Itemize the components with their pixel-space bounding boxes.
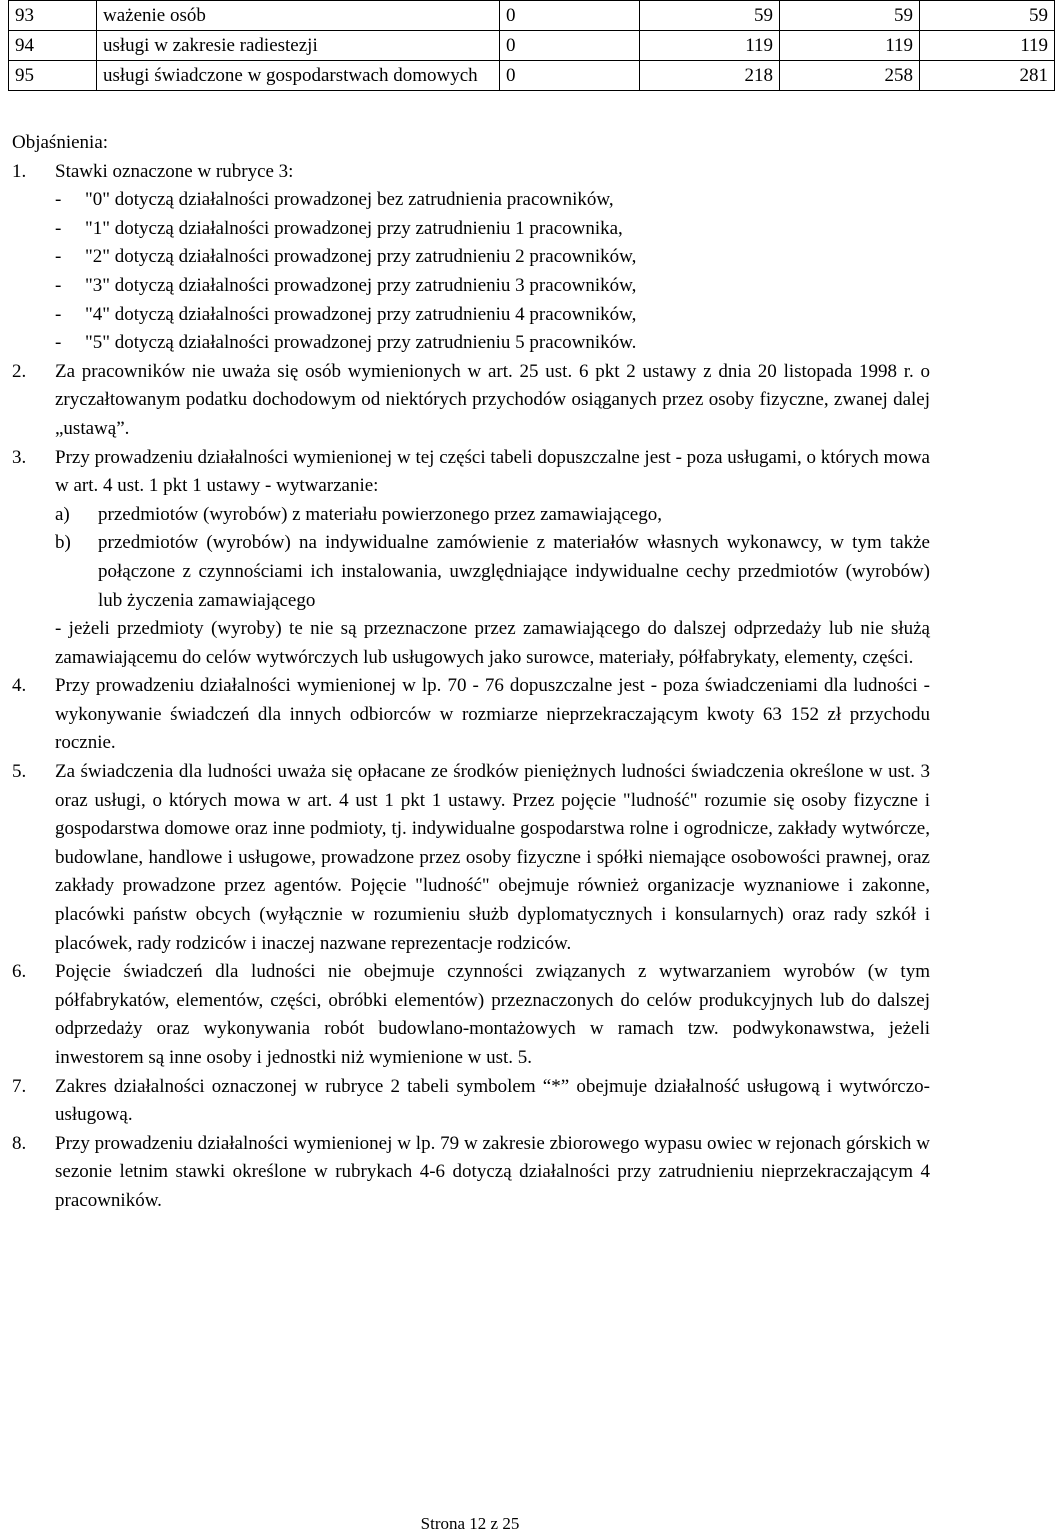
sub-item-a: a) przedmiotów (wyrobów) z materiału powierzonego przez zamawiającego, (55, 503, 662, 525)
rate-2: 119 (780, 31, 920, 61)
note-number: 4. (12, 675, 27, 697)
note-8-text: Przy prowadzeniu działalności wymienionej w lp. 79 w zakresie zbiorowego wypasu owiec w rejonach górskich w sezonie letnim stawki określone w rubrykach 4-6 dotyczą działalności przy zatrudnieniu nieprzekraczającym 4 pracowników. (55, 1132, 930, 1211)
note-5-text: Za świadczenia dla ludności uważa się opłacane ze środków pieniężnych ludności świadczenia określone w ust. 3 oraz usługi, o których mowa w art. 4 ust 1 pkt 1 ustawy. Przez pojęcie "ludność" rozumie się osoby fizyczne i gospodarstwa domowe oraz inne podmioty, tj. indywidualne gospodarstwa rolne i ogrodnicze, zakłady wytwórcze, budowlane, handlowe i usługowe, prowadzone przez osoby fizyczne i spółki niemające osobowości prawnej, oraz zakłady prowadzone przez agentów. Pojęcie "ludność" obejmuje również organizacje wyznaniowe i zakonne, placówki państw obcych (wyłącznie w rozumieniu służb dyplomatycznych i konsularnych) oraz rady szkół i placówek, rady rodziców i inaczej nazwane reprezentacje rodziców. (55, 761, 930, 954)
rate-3: 59 (920, 1, 1055, 31)
table-row (9, 31, 1055, 61)
row-activity: usługi w zakresie radiestezji (97, 31, 500, 61)
rate-2: 59 (780, 1, 920, 31)
table-row (9, 61, 1055, 91)
rate-1: 59 (640, 1, 780, 31)
dash-item: - "3" dotyczą działalności prowadzonej przy zatrudnieniu 3 pracowników, (55, 274, 637, 296)
rate-1: 119 (640, 31, 780, 61)
table-row (9, 1, 1055, 31)
rate-1: 218 (640, 61, 780, 91)
row-number: 95 (9, 61, 97, 91)
note-3-tail: - jeżeli przedmioty (wyroby) te nie są przeznaczone przez zamawiającego do dalszej odprzedaży lub nie służą zamawiającemu do celów wytwórczych lub usługowych jako surowce, materiały, półfabrykaty, elementy, części. (55, 618, 930, 668)
explanations-title: Objaśnienia: (12, 132, 109, 153)
rate-0: 0 (500, 31, 640, 61)
sub-item-b: b) przedmiotów (wyrobów) na indywidualne zamówienie z materiałów własnych wykonawcy, w tym także połączone z czynnościami ich instalowania, uwzględniające indywidualne cechy przedmiotów (wyrobów) lub życzenia zamawiającego (55, 532, 930, 611)
note-number: 3. (12, 446, 27, 468)
dash-item: - "5" dotyczą działalności prowadzonej przy zatrudnieniu 5 pracowników. (55, 332, 637, 354)
note-6 (12, 958, 930, 1072)
note-3-text: Przy prowadzeniu działalności wymienionej w tej części tabeli dopuszczalne jest - poza usługami, o których mowa w art. 4 ust. 1 pkt 1 ustawy - wytwarzanie: (55, 446, 930, 497)
note-7 (12, 1073, 930, 1130)
row-number: 93 (9, 1, 97, 31)
rate-0: 0 (500, 61, 640, 91)
rates-table (8, 0, 1055, 91)
row-activity: usługi świadczone w gospodarstwach domowych (97, 61, 500, 91)
note-2-text: Za pracowników nie uważa się osób wymienionych w art. 25 ust. 6 pkt 2 ustawy z dnia 20 listopada 1998 r. o zryczałtowanym podatku dochodowym od niektórych przychodów osiąganych przez osoby fizyczne, zwanej dalej „ustawą”. (55, 360, 930, 439)
rate-2: 258 (780, 61, 920, 91)
note-5 (12, 758, 930, 958)
dash-item: - "2" dotyczą działalności prowadzonej przy zatrudnieniu 2 pracowników, (55, 246, 637, 268)
note-6-text: Pojęcie świadczeń dla ludności nie obejmuje czynności związanych z wytwarzaniem wyrobów (w tym półfabrykatów, elementów, części, obróbki elementów) przeznaczonych do celów produkcyjnych lub do dalszej odprzedaży oraz wykonywania robót budowlano-montażowych w ramach tzw. podwykonawstwa, jeżeli inwestorem są inne osoby i jednostki niż wymienione w ust. 5. (55, 961, 930, 1068)
note-4 (12, 672, 930, 758)
rate-3: 281 (920, 61, 1055, 91)
note-8 (12, 1130, 930, 1216)
note-number: 1. (12, 160, 27, 182)
note-1 (12, 158, 930, 358)
row-activity: ważenie osób (97, 1, 500, 31)
note-number: 5. (12, 761, 27, 783)
rate-3: 119 (920, 31, 1055, 61)
rate-0: 0 (500, 1, 640, 31)
note-4-text: Przy prowadzeniu działalności wymienionej w lp. 70 - 76 dopuszczalne jest - poza świadczeniami dla ludności - wykonywanie świadczeń dla innych odbiorców w rozmiarze nieprzekraczającym kwoty 63 152 zł przychodu rocznie. (55, 675, 930, 754)
note-3 (12, 444, 930, 673)
note-2 (12, 358, 930, 444)
note-7-text: Zakres działalności oznaczonej w rubryce 2 tabeli symbolem “*” obejmuje działalność usługową i wytwórczo-usługową. (55, 1075, 930, 1126)
page-number: Strona 12 z 25 (420, 1514, 520, 1533)
note-number: 6. (12, 961, 27, 983)
explanations (12, 129, 930, 1216)
dash-item: - "1" dotyczą działalności prowadzonej przy zatrudnieniu 1 pracownika, (55, 217, 623, 239)
dash-item: - "4" dotyczą działalności prowadzonej przy zatrudnieniu 4 pracowników, (55, 303, 637, 325)
dash-item: - "0" dotyczą działalności prowadzonej bez zatrudnienia pracowników, (55, 189, 614, 211)
note-1-intro: Stawki oznaczone w rubryce 3: (55, 160, 294, 182)
note-number: 2. (12, 360, 27, 382)
note-number: 7. (12, 1075, 27, 1097)
row-number: 94 (9, 31, 97, 61)
note-number: 8. (12, 1132, 27, 1154)
